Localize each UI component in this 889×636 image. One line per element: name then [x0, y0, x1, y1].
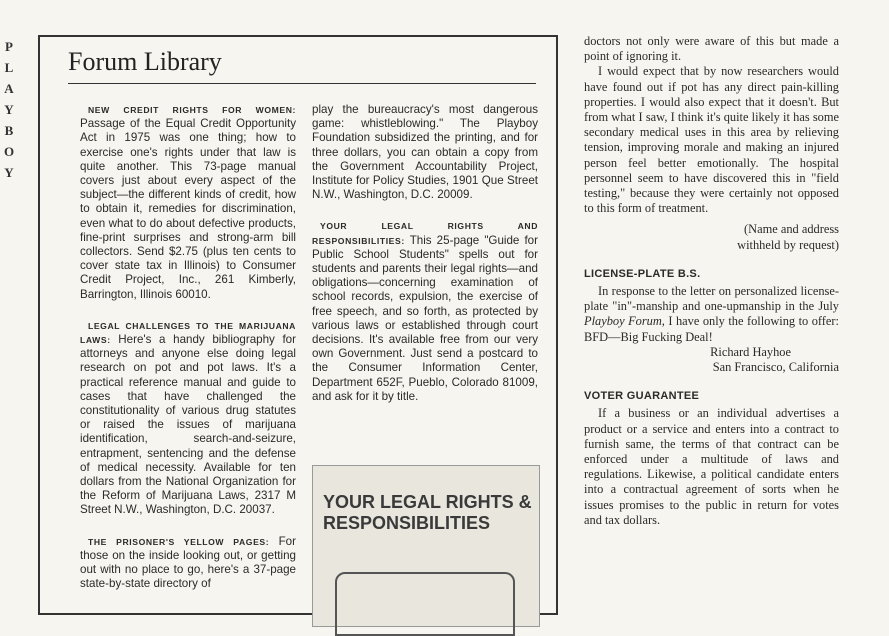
heading-voter-guarantee: VOTER GUARANTEE — [584, 390, 700, 403]
signature-place: San Francisco, California — [712, 360, 839, 375]
side-label-letter: Y — [4, 165, 14, 180]
article-prisoners-yellow-pages: THE PRISONER'S YELLOW PAGES: For those on the inside looking out, or getting out with no place to go, here's a 37-page state-by-state directory of — [80, 534, 296, 591]
letter-voter-guarantee: If a business or an individual advertises a product or a service and enters into a contract to furnish same, the terms of that contract can be enforced under a multitude of laws and regulations. Likewise, a political candidate enters into a contractual agreement of sorts when he issues promises to the public in return for votes and tax dollars. — [584, 406, 839, 527]
booklet-cover-image — [312, 465, 540, 627]
left-column — [80, 103, 296, 609]
article-whistleblowing-cont: play the bureaucracy's most dangerous game: whistleblowing." The Playboy Foundation subsidized the printing, and for three dollars, you can obtain a copy from the Government Accountability Project, Institute for Policy Studies, 1901 Que Street N.W., Washington, D.C. 20009. — [312, 103, 538, 202]
magazine-side-label — [2, 36, 16, 183]
article-marijuana-laws: LEGAL CHALLENGES TO THE MARIJUANA LAWS: Here's a handy bibliography for attorneys and anyone else doing legal research on pot and pot laws. It's a practical reference manual and guide to cases that have challenged the constitutionality of various drug statutes or raised the issues of marijuana identification, search-and-seizure, entrapment, sentencing and the defense of medical necessity. Available for ten dollars from the National Organization for the Reform of Marijuana Laws, 2317 M Street N.W., Washington, D.C. 20037. — [80, 320, 296, 517]
forum-library-box — [38, 35, 558, 615]
letter-signature-line-1: (Name and address — [744, 222, 839, 237]
letter-paragraph-2: I would expect that by now researchers would have found out if pot has any direct pain-killing properties. I would also expect that it doesn't. But from what I saw, I think it's quite likely it has some secondary medical uses in this area by relieving tension, improving morale and making an injured person feel better emotionally. The hospital personnel seem to have discovered this in "field testing," because they were certainly not opposed to this form of treatment. — [584, 64, 839, 216]
side-label-letter: A — [4, 81, 14, 96]
letter-license-plate: In response to the letter on personalized license-plate "in"-manship and one-upmanship in the July Playboy Forum, I have only the following to offer: BFD—Big Fucking Deal! — [584, 284, 839, 344]
title-rule — [68, 83, 536, 84]
article-legal-rights: YOUR LEGAL RIGHTS AND RESPONSIBILITIES: This 25-page "Guide for Public School Students" spells out for students and parents their legal rights—and obligations—concerning examination of school records, expulsion, the exercise of free speech, and so forth, as protected by various laws or established through court decisions. It's available free from our very own Government. Just send a postcard to the Consumer Information Center, Department 652F, Pueblo, Colorado 81009, and ask for it by title. — [312, 221, 538, 403]
booklet-cover-illustration — [335, 572, 515, 636]
article-credit-rights: NEW CREDIT RIGHTS FOR WOMEN: Passage of the Equal Credit Opportunity Act in 1975 was one thing; how to exercise one's rights under that law is quite another. This 73-page manual covers just about every aspect of the subject—the different kinds of credit, how to obtain it, remedies for discrimination, even what to do about defective products, fine-print surprises and strong-arm bill collectors. Send $2.75 (plus ten cents to cover state tax in Illinois) to Consumer Credit Project, Inc., 261 Kimberly, Barrington, Illinois 60010. — [80, 105, 296, 301]
side-label-letter: O — [3, 144, 15, 159]
letter-paragraph-1: doctors not only were aware of this but made a point of ignoring it. — [584, 34, 839, 64]
right-column — [584, 34, 839, 528]
booklet-cover-title: YOUR LEGAL RIGHTS & RESPONSIBILITIES — [323, 492, 532, 533]
forum-library-title: Forum Library — [68, 47, 222, 76]
signature-name: Richard Hayhoe — [710, 344, 791, 359]
side-label-letter: L — [4, 60, 14, 75]
side-label-letter: P — [5, 39, 13, 54]
heading-license-plate: LICENSE-PLATE B.S. — [584, 267, 701, 280]
middle-column — [312, 103, 538, 421]
letter-signature-line-2: withheld by request) — [737, 237, 839, 252]
side-label-letter: B — [4, 123, 14, 138]
side-label-letter: Y — [4, 102, 14, 117]
